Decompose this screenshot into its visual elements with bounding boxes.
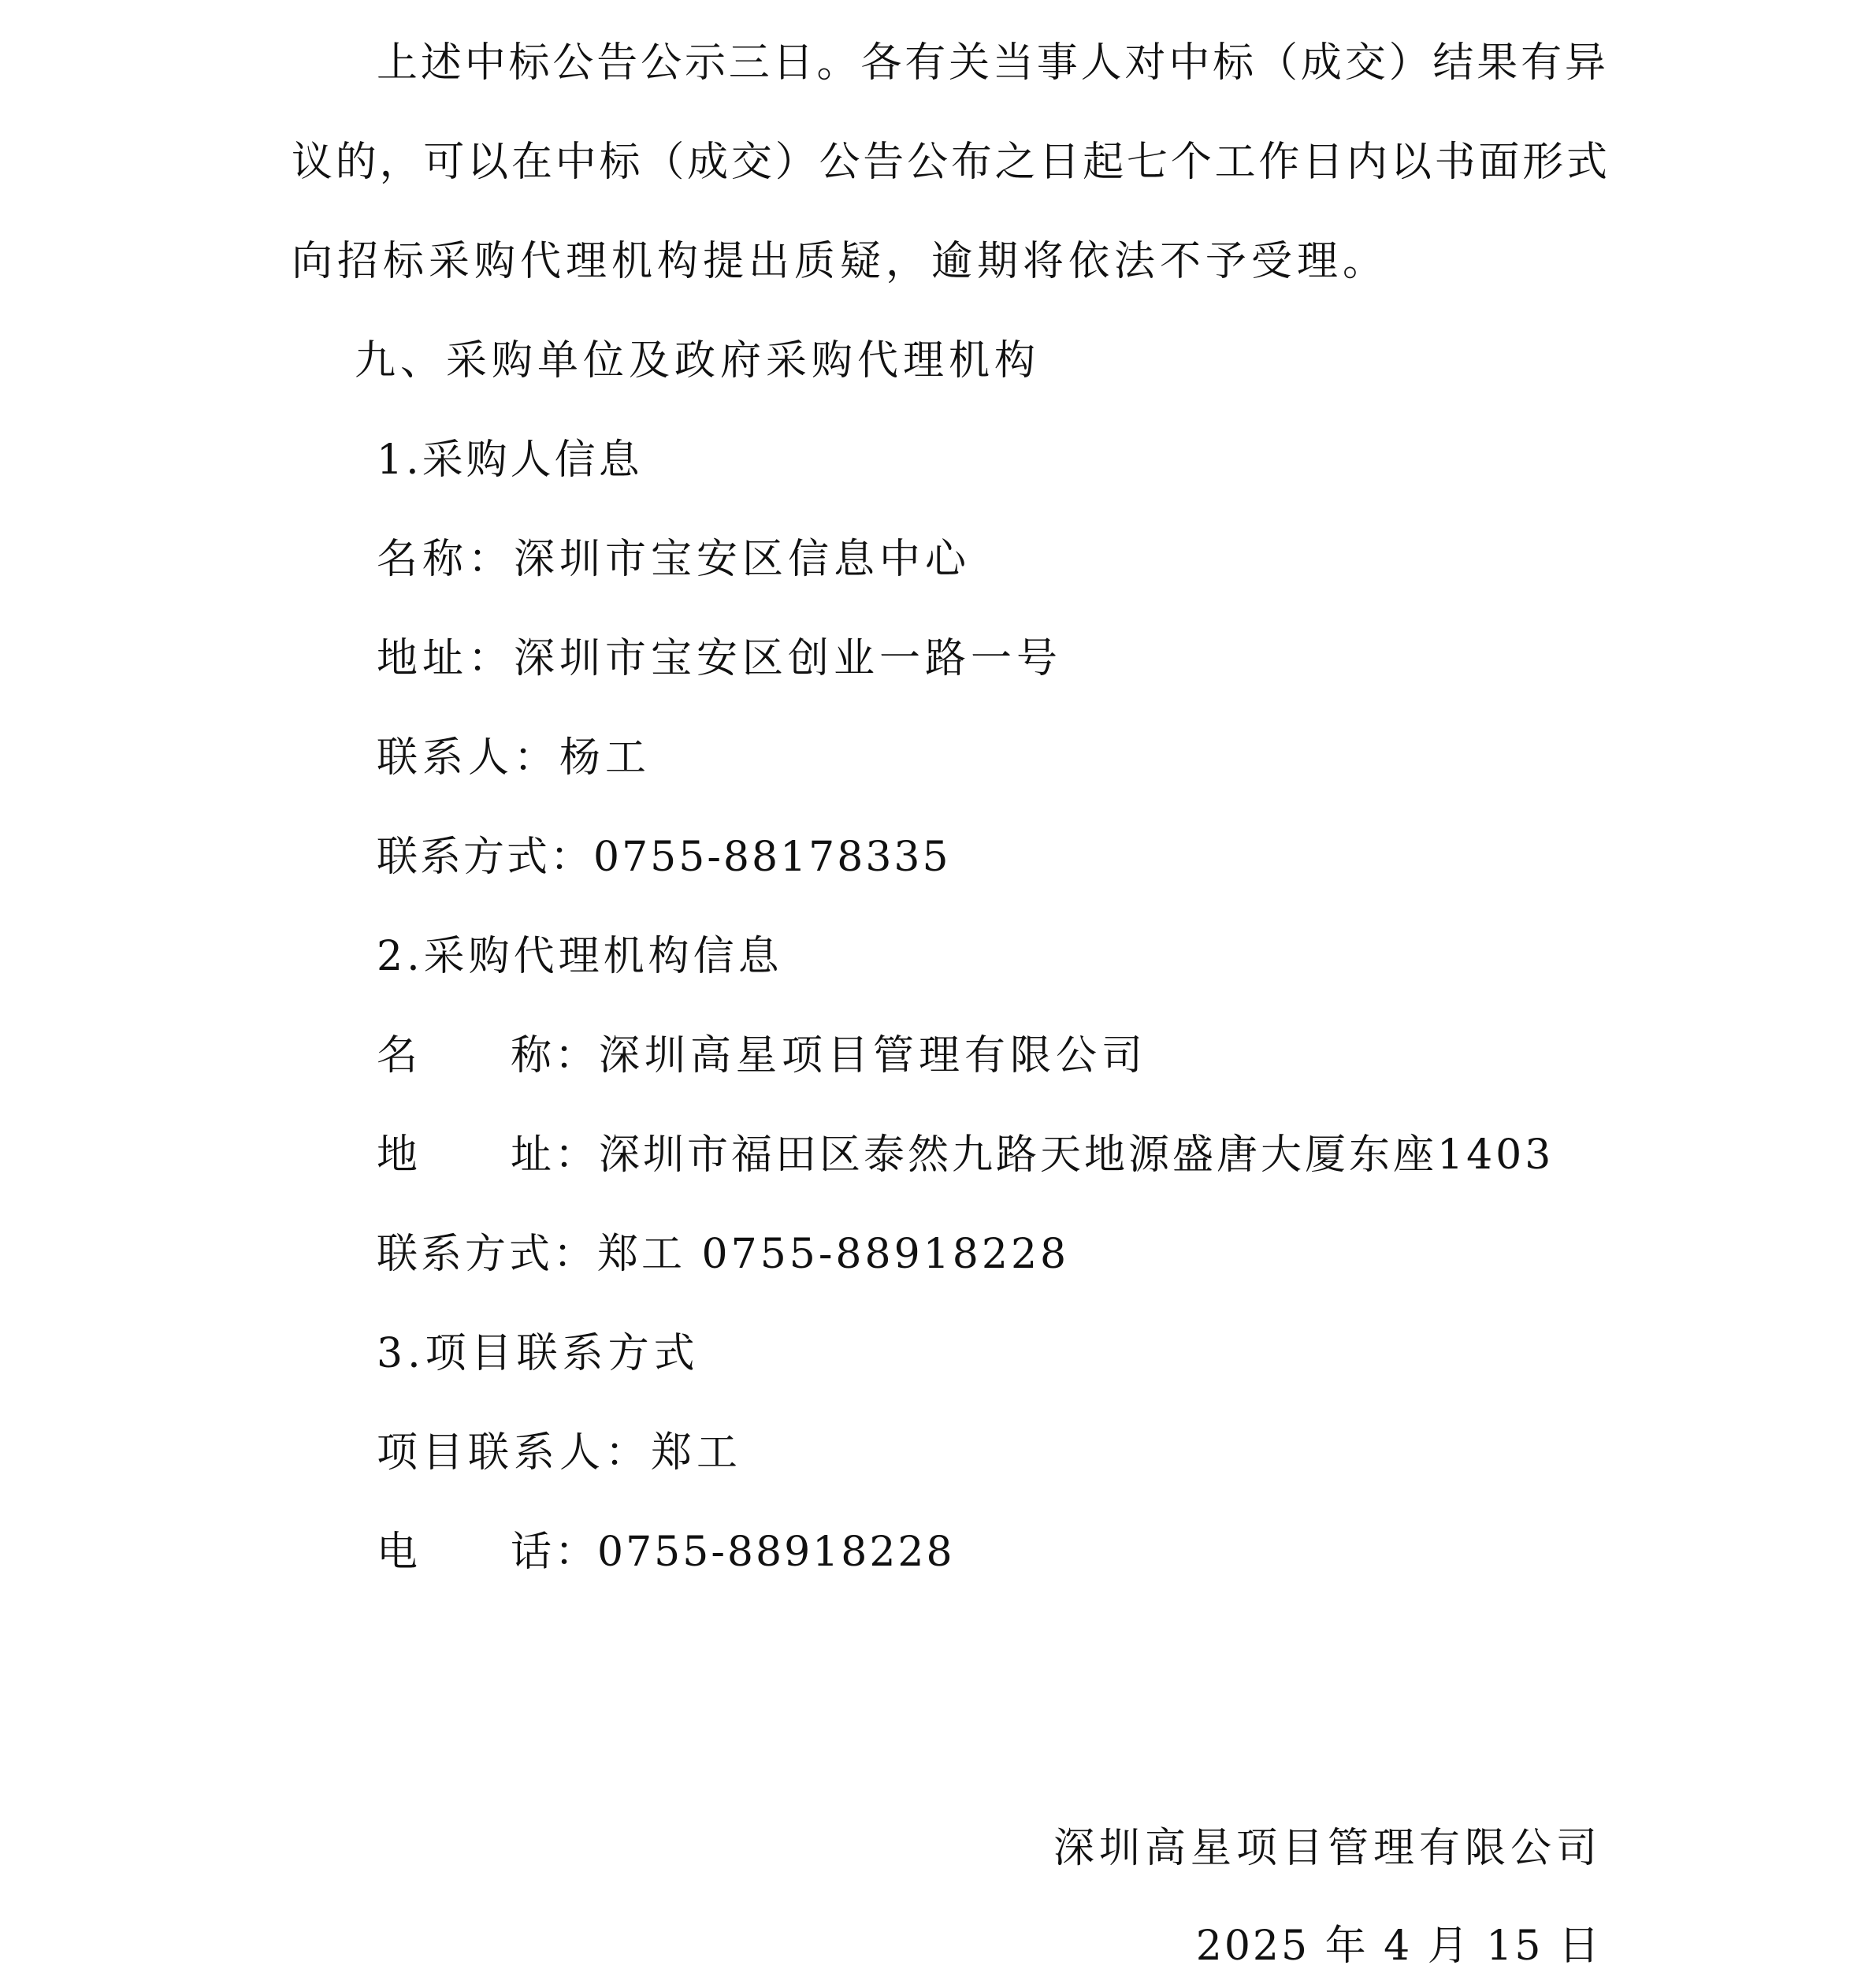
purchaser-phone: 联系方式：0755-88178335 [377, 834, 951, 881]
project-phone-label-2: 话： [511, 1529, 600, 1576]
agency-address-value: 深圳市福田区泰然九路天地源盛唐大厦东座1403 [599, 1131, 1555, 1179]
agency-name-row [377, 1032, 1558, 1079]
agency-name-label-2: 称： [511, 1032, 600, 1079]
purchaser-name: 名称：深圳市宝安区信息中心 [377, 536, 971, 583]
agency-address-label-2: 址： [511, 1131, 600, 1179]
project-contact-phone-row [377, 1529, 1322, 1576]
agency-address-row [377, 1131, 1606, 1179]
agency-name-label-1: 名 [377, 1032, 422, 1079]
project-phone-label-1: 电 [377, 1529, 422, 1576]
purchaser-contact: 联系人：杨工 [377, 734, 652, 782]
agency-address-label-1: 地 [377, 1131, 422, 1179]
section-heading: 九、采购单位及政府采购代理机构 [355, 337, 1041, 385]
purchaser-address: 地址：深圳市宝安区创业一路一号 [377, 635, 1063, 682]
project-phone-value: 0755-88918228 [597, 1529, 955, 1576]
signature-date: 2025 年 4 月 15 日 [1195, 1923, 1602, 1970]
agency-name-value: 深圳高星项目管理有限公司 [599, 1032, 1148, 1079]
agency-phone: 联系方式：郑工 0755-88918228 [377, 1231, 1070, 1278]
agency-heading: 2.采购代理机构信息 [377, 933, 783, 980]
paragraph-line-1: 上述中标公告公示三日。各有关当事人对中标（成交）结果有异 [377, 39, 1606, 87]
paragraph-line-2: 议的，可以在中标（成交）公告公布之日起七个工作日内以书面形式 [292, 139, 1607, 186]
project-contact-heading: 3.项目联系方式 [377, 1330, 700, 1377]
signature-company: 深圳高星项目管理有限公司 [1053, 1825, 1602, 1872]
project-contact-person: 项目联系人：郑工 [377, 1429, 743, 1477]
paragraph-line-3: 向招标采购代理机构提出质疑，逾期将依法不予受理。 [292, 238, 1389, 285]
purchaser-heading: 1.采购人信息 [377, 437, 643, 484]
